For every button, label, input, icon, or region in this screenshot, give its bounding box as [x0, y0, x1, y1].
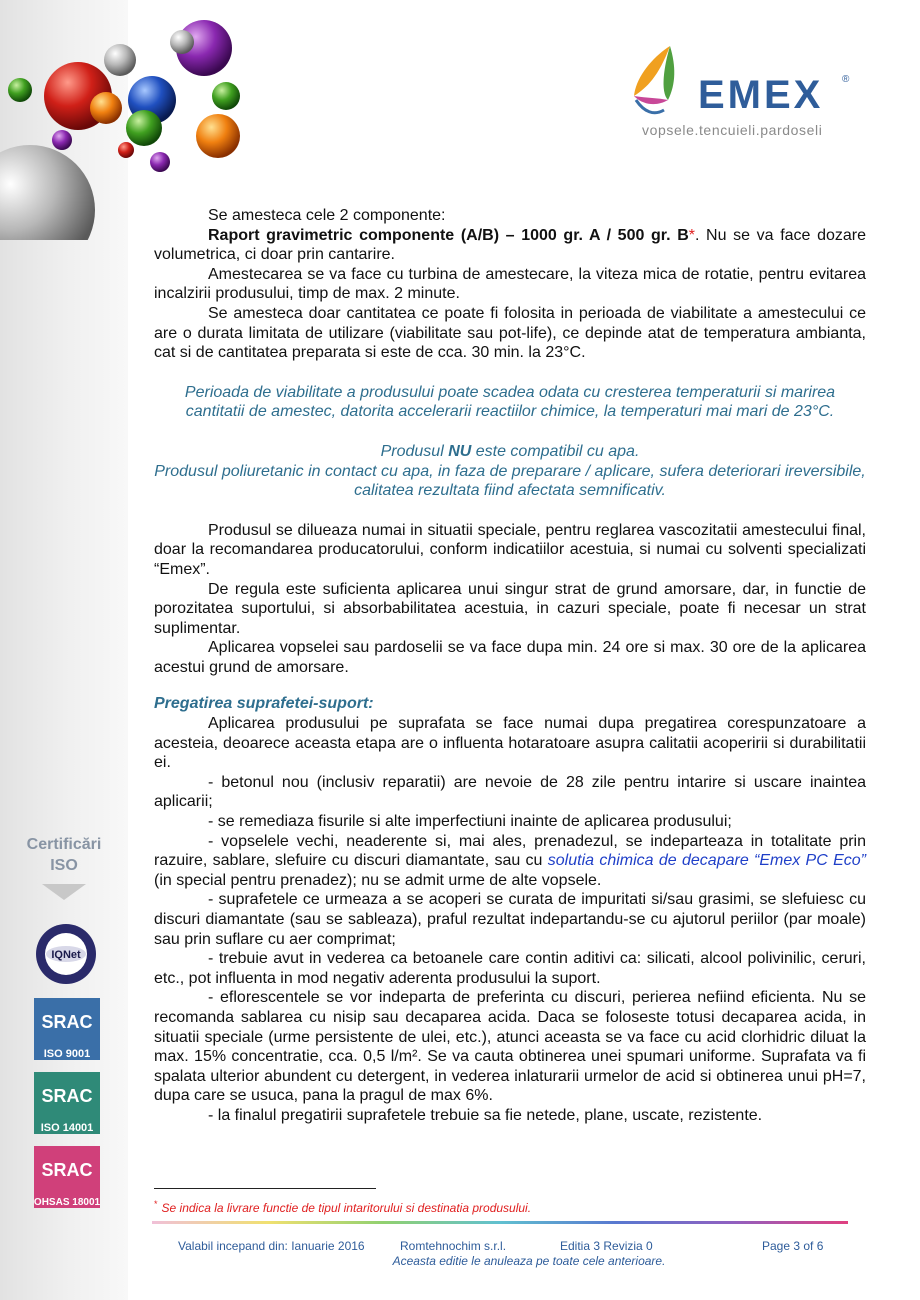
decorative-spheres-image: [0, 0, 260, 240]
footer-valid-date: Valabil incepand din: Ianuarie 2016: [178, 1239, 365, 1253]
list-item-additives: - trebuie avut in vederea ca betoanele care contin aditivi ca: silicati, alcool polivinilic, ceruri, etc., pot influenta in mod negativ aderenta produsului la suport.: [154, 950, 866, 987]
paragraph-mix-ratio: Raport gravimetric componente (A/B) – 1000 gr. A / 500 gr. B*. Nu se va face dozare volumetrica, ci doar prin cantarire.: [154, 226, 866, 264]
paragraph-mixing: Amestecarea se va face cu turbina de amestecare, la viteza mica de rotatie, pentru evitarea incalzirii produsului, timp de max. 2 minute.: [154, 265, 866, 303]
svg-text:SRAC: SRAC: [41, 1086, 93, 1106]
footer-company: Romtehnochim s.r.l.: [400, 1239, 507, 1253]
list-item-efflorescence: - eflorescentele se vor indeparta de preferinta cu discuri, perierea nefiind eficienta. Nu se recomanda sablarea cu nisip sau decaparea acida. Daca se foloseste totusi decaparea acida, in situatii speciale (urme persistente de ulei, etc.), atunci aceasta se va face cu acid clorhidric diluat la max. 15% concentratie, cca. 0,5 l/m². Se va cauta obtinerea unei spumari uniforme. Suprafata va fi spalata ulterior abundent cu detergent, in vederea inlaturarii urmelor de acid si obtinerea unui pH=7, dupa care se usuca, pana la pragul de max 6%.: [154, 989, 866, 1105]
footer-edition: Editia 3 Revizia 0: [560, 1239, 653, 1253]
svg-text:SRAC: SRAC: [41, 1160, 93, 1180]
footer-page-number: Page 3 of 6: [762, 1239, 824, 1253]
paragraph-pot-life: Se amesteca doar cantitatea ce poate fi folosita in perioada de viabilitate a amestecului ce are o durata limitata de utilizare (viabilitate sau pot-life), ce depinde atat de temperatura ambianta, cat si de cantitatea preparata si este de cca. 30 min. la 23°C.: [154, 304, 866, 362]
certifications-title: Certificări ISO: [26, 836, 102, 874]
srac-ohsas18001-badge: [34, 1146, 100, 1208]
list-item-cleaning: - suprafetele ce urmeaza a se acoperi se curata de impuritati si/sau grasimi, se slefuiesc cu discuri diamantate (sau se sableaza), praful rezultat indepartandu-se cu ajutorul periilor (par moale) sau prin suflare cu aer comprimat;: [154, 891, 866, 948]
chevron-down-icon: [42, 884, 86, 900]
svg-text:ISO 9001: ISO 9001: [43, 1048, 91, 1060]
svg-text:EMEX: EMEX: [698, 73, 824, 117]
section-heading: Pregatirea suprafetei-suport:: [154, 695, 374, 713]
paragraph-dilution: Produsul se dilueaza numai in situatii speciale, pentru reglarea vascozitatii amestecului final, doar la recomandarea producatorului, conform indicatiilor acestuia, si numai cu solventi specializati “Emex”.: [154, 521, 866, 578]
note-pot-life: Perioada de viabilitate a produsului poate scadea odata cu cresterea temperaturii si marirea cantitatii de amestec, datorita accelerarii reactiilor chimice, la temperaturi mai mari de 23°C.: [184, 383, 836, 421]
paragraph-preparation: Aplicarea produsului pe suprafata se face numai dupa pregatirea corespunzatoare a acesteia, deoarece aceasta etapa are o influenta hotaratoare asupra calitatii acoperirii si durabilitatii ei.: [154, 715, 866, 772]
paragraph-intro: Se amesteca cele 2 componente:: [208, 207, 446, 224]
note-water-compatibility: Produsul NU este compatibil cu apa.: [380, 442, 640, 460]
list-item-new-concrete: - betonul nou (inclusiv reparatii) are nevoie de 28 zile pentru intarire si uscare inaintea aplicarii;: [154, 773, 866, 811]
list-item-final-surface: - la finalul pregatirii suprafetele trebuie sa fie netede, plane, uscate, rezistente.: [208, 1106, 763, 1124]
iqnet-certificate-seal: [34, 922, 98, 986]
svg-text:IQNet: IQNet: [51, 949, 81, 961]
svg-text:®: ®: [842, 74, 850, 85]
srac-iso14001-badge: [34, 1072, 100, 1134]
paragraph-application-time: Aplicarea vopselei sau pardoselii se va face dupa min. 24 ore si max. 30 ore de la aplicarea acestui grund de amorsare.: [154, 639, 866, 676]
footer-divider: [152, 1221, 848, 1224]
svg-text:OHSAS 18001: OHSAS 18001: [34, 1197, 100, 1208]
footer-note: Aceasta editie le anuleaza pe toate cele anterioare.: [392, 1254, 666, 1268]
mix-ratio-bold: Raport gravimetric componente (A/B) – 1000 gr. A / 500 gr. B: [208, 226, 689, 244]
svg-text:SRAC: SRAC: [41, 1012, 93, 1032]
paragraph-layers: De regula este suficienta aplicarea unui singur strat de grund amorsare, dar, in functie de porozitatea suportului, si absorbabilitatea acestuia, in cazuri speciale, poate fi necesar un strat suplimentar.: [154, 580, 866, 637]
footnote-marker: *: [688, 226, 695, 244]
logo-tagline: vopsele.tencuieli.pardoseli: [642, 122, 823, 138]
product-link[interactable]: solutia chimica de decapare “Emex PC Eco”: [547, 852, 866, 870]
list-item-old-paint: - vopselele vechi, neaderente si, mai ales, prenadezul, se indeparteaza in totalitate prin razuire, sablare, slefuire cu discuri diamantate, sau cu solutia chimica de decapare “Emex PC Eco” (in special pentru prenadez); nu se admit urme de alte vopsele.: [154, 832, 866, 889]
svg-text:ISO 14001: ISO 14001: [40, 1122, 94, 1134]
footnote: * Se indica la livrare functie de tipul intaritorului si destinatia produsului.: [154, 1199, 532, 1215]
document-body: [154, 206, 866, 1126]
srac-iso9001-badge: [34, 998, 100, 1060]
note-water-damage: Produsul poliuretanic in contact cu apa, in faza de preparare / aplicare, sufera deteriorari ireversibile, calitatea rezultata fiind afectata semnificativ.: [154, 462, 866, 500]
list-item-cracks: - se remediaza fisurile si alte imperfectiuni inainte de aplicarea produsului;: [208, 813, 732, 831]
footnote-divider: [154, 1188, 376, 1189]
